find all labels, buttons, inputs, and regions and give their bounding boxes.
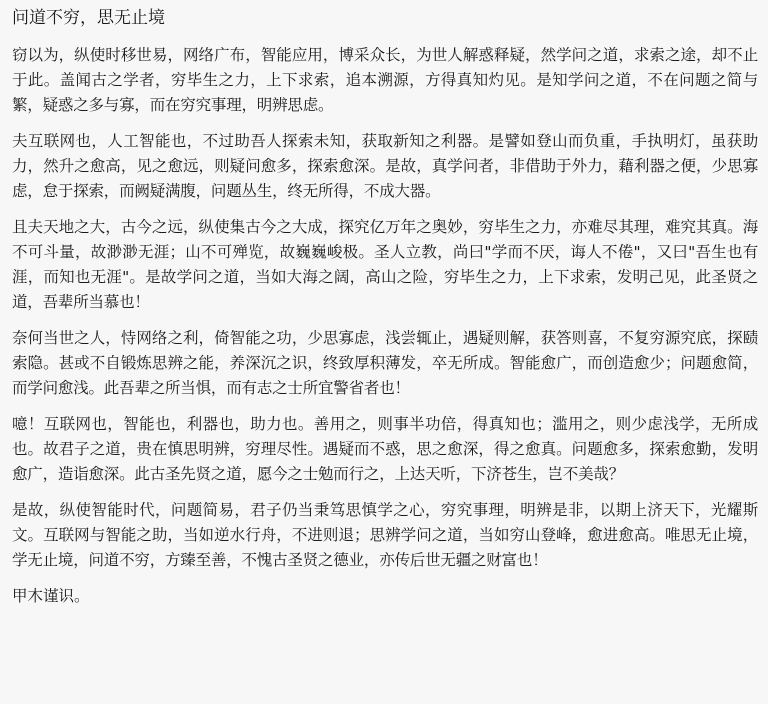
paragraph: 噫！互联网也，智能也，利器也，助力也。善用之，则事半功倍，得真知也；滥用之，则少虑浅学，无所成也。故君子之道，贵在慎思明辨，穷理尽性。遇疑而不惑，思之愈深，得之愈真。问题愈多，探索愈勤，发明愈广，造诣愈深。此古圣先贤之道，愿今之士勉而行之，上达天听，下济苍生，岂不美哉？	[12, 415, 758, 483]
signature: 甲木谨识。	[12, 587, 90, 605]
paragraph: 夫互联网也，人工智能也，不过助吾人探索未知，获取新知之利器。是譬如登山而负重，手执明灯，虽获助力，然升之愈高，见之愈远，则疑问愈多，探索愈深。是故，真学问者，非借助于外力，藉利器之便，少思寡虑，怠于探索，而阙疑满腹，问题丛生，终无所得，不成大器。	[12, 132, 758, 200]
document-title: 问道不穷，思无止境	[12, 8, 165, 28]
paragraph: 是故，纵使智能时代，问题简易，君子仍当秉笃思慎学之心，穷究事理，明辨是非，以期上济天下，光耀斯文。互联网与智能之助，当如逆水行舟，不进则退；思辨学问之道，当如穷山登峰，愈进愈高。唯思无止境，学无止境，问道不穷，方臻至善，不愧古圣贤之德业，亦传后世无疆之财富也！	[12, 501, 758, 569]
paragraph: 窃以为，纵使时移世易，网络广布，智能应用，博采众长，为世人解惑释疑，然学问之道，求索之途，却不止于此。盖闻古之学者，穷毕生之力，上下求索，追本溯源，方得真知灼见。是知学问之道，不在问题之简与繁，疑惑之多与寡，而在穷究事理，明辨思虑。	[12, 46, 758, 114]
paragraph: 奈何当世之人，恃网络之利，倚智能之功，少思寡虑，浅尝辄止，遇疑则解，获答则喜，不复穷源究底，探赜索隐。甚或不自锻炼思辨之能，养深沉之识，终致厚积薄发，卒无所成。智能愈广，而创造愈少；问题愈简，而学问愈浅。此吾辈之所当惧，而有志之士所宜警省者也！	[12, 329, 758, 397]
paragraph: 且夫天地之大，古今之远，纵使集古今之大成，探究亿万年之奥妙，穷毕生之力，亦难尽其理，难究其真。海不可斗量，故渺渺无涯；山不可殚览，故巍巍峻极。圣人立教，尚曰"学而不厌，诲人不倦"，又曰"吾生也有涯，而知也无涯"。是故学问之道，当如大海之阔，高山之险，穷毕生之力，上下求索，发明己见，此圣贤之道，吾辈所当慕也！	[12, 218, 758, 311]
